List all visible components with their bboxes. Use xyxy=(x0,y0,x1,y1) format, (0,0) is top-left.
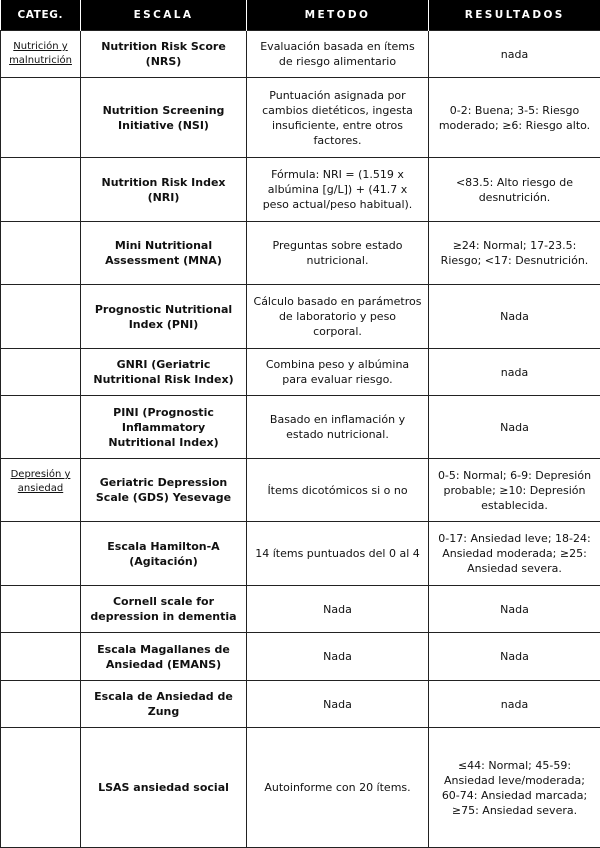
result-cell: Nada xyxy=(429,285,600,349)
header-method: METODO xyxy=(247,0,429,31)
scale-cell: Nutrition Risk Index (NRI) xyxy=(81,158,247,222)
category-cell xyxy=(1,285,81,349)
category-cell xyxy=(1,349,81,396)
result-cell: nada xyxy=(429,681,600,728)
method-cell: Autoinforme con 20 ítems. xyxy=(247,728,429,848)
category-cell xyxy=(1,728,81,848)
result-cell: nada xyxy=(429,31,600,78)
method-cell: Ítems dicotómicos si o no xyxy=(247,459,429,522)
table-row xyxy=(1,222,600,285)
category-cell xyxy=(1,78,81,158)
result-cell: Nada xyxy=(429,586,600,633)
scale-cell: Nutrition Risk Score (NRS) xyxy=(81,31,247,78)
scale-cell: Cornell scale for depression in dementia xyxy=(81,586,247,633)
result-cell: <83.5: Alto riesgo de desnutrición. xyxy=(429,158,600,222)
method-cell: Nada xyxy=(247,633,429,681)
method-cell: Preguntas sobre estado nutricional. xyxy=(247,222,429,285)
method-cell: Evaluación basada en ítems de riesgo alimentario xyxy=(247,31,429,78)
scale-cell: GNRI (Geriatric Nutritional Risk Index) xyxy=(81,349,247,396)
table-row xyxy=(1,681,600,728)
result-cell: ≤44: Normal; 45-59: Ansiedad leve/moderada; 60-74: Ansiedad marcada; ≥75: Ansiedad severa. xyxy=(429,728,600,848)
scale-cell: Escala Hamilton-A (Agitación) xyxy=(81,522,247,586)
table-row xyxy=(1,349,600,396)
method-cell: 14 ítems puntuados del 0 al 4 xyxy=(247,522,429,586)
table-row xyxy=(1,396,600,459)
table-row xyxy=(1,633,600,681)
table-row xyxy=(1,285,600,349)
header-row xyxy=(1,0,600,31)
table-row xyxy=(1,522,600,586)
header-results: RESULTADOS xyxy=(429,0,600,31)
scale-cell: Mini Nutritional Assessment (MNA) xyxy=(81,222,247,285)
category-cell xyxy=(1,633,81,681)
result-cell: nada xyxy=(429,349,600,396)
table-row xyxy=(1,728,600,848)
result-cell: 0-2: Buena; 3-5: Riesgo moderado; ≥6: Riesgo alto. xyxy=(429,78,600,158)
method-cell: Nada xyxy=(247,586,429,633)
scale-cell: Escala Magallanes de Ansiedad (EMANS) xyxy=(81,633,247,681)
method-cell: Puntuación asignada por cambios dietéticos, ingesta insuficiente, entre otros factores. xyxy=(247,78,429,158)
category-cell: Depresión y ansiedad xyxy=(1,459,81,522)
result-cell: 0-5: Normal; 6-9: Depresión probable; ≥10: Depresión establecida. xyxy=(429,459,600,522)
result-cell: Nada xyxy=(429,396,600,459)
method-cell: Cálculo basado en parámetros de laboratorio y peso corporal. xyxy=(247,285,429,349)
result-cell: 0-17: Ansiedad leve; 18-24: Ansiedad moderada; ≥25: Ansiedad severa. xyxy=(429,522,600,586)
category-cell xyxy=(1,681,81,728)
method-cell: Combina peso y albúmina para evaluar riesgo. xyxy=(247,349,429,396)
scale-cell: Escala de Ansiedad de Zung xyxy=(81,681,247,728)
scale-cell: Nutrition Screening Initiative (NSI) xyxy=(81,78,247,158)
header-scale: ESCALA xyxy=(81,0,247,31)
table-row xyxy=(1,158,600,222)
scale-cell: Geriatric Depression Scale (GDS) Yesevage xyxy=(81,459,247,522)
header-category: CATEG. xyxy=(1,0,81,31)
result-cell: ≥24: Normal; 17-23.5: Riesgo; <17: Desnutrición. xyxy=(429,222,600,285)
table-row xyxy=(1,459,600,522)
category-cell xyxy=(1,586,81,633)
table-row xyxy=(1,78,600,158)
scale-cell: PINI (Prognostic Inflammatory Nutritional Index) xyxy=(81,396,247,459)
category-cell xyxy=(1,396,81,459)
table-row xyxy=(1,31,600,78)
table-row xyxy=(1,586,600,633)
category-cell xyxy=(1,222,81,285)
category-cell xyxy=(1,158,81,222)
result-cell: Nada xyxy=(429,633,600,681)
scale-cell: Prognostic Nutritional Index (PNI) xyxy=(81,285,247,349)
category-cell: Nutrición y malnutrición xyxy=(1,31,81,78)
method-cell: Basado en inflamación y estado nutricional. xyxy=(247,396,429,459)
category-cell xyxy=(1,522,81,586)
scale-cell: LSAS ansiedad social xyxy=(81,728,247,848)
method-cell: Nada xyxy=(247,681,429,728)
method-cell: Fórmula: NRI = (1.519 x albúmina [g/L]) + (41.7 x peso actual/peso habitual). xyxy=(247,158,429,222)
